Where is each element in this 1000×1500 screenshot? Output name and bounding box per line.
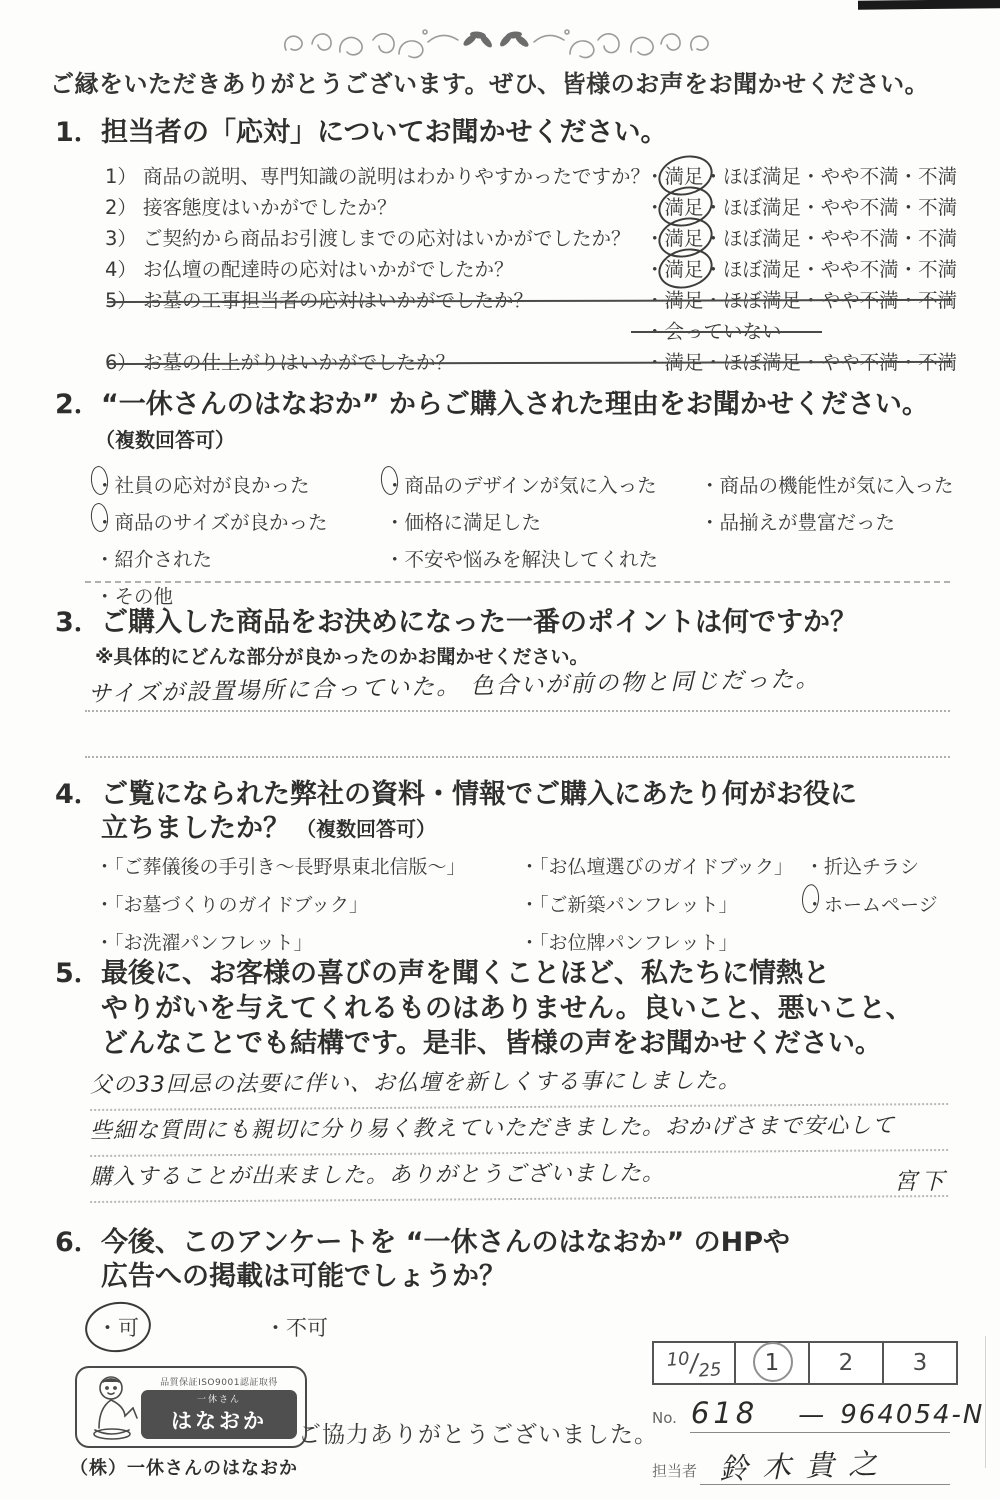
answer-options: ・満足・ほぼ満足・やや不満・不満 [645, 289, 958, 312]
circle-annotation: ・ [95, 471, 115, 501]
scan-artifact-bar [858, 0, 1000, 10]
section-title: 今後、このアンケートを “一休さんのはなおか” のHPや [101, 1227, 791, 1258]
question-row-5-struck: 5） お墓の工事担当者の応対はいかがでしたか？ ・満足・ほぼ満足・やや不満・不満 [55, 285, 960, 316]
serial-underline [690, 1432, 950, 1433]
struck-option: ・会っていない [645, 316, 782, 347]
section-6: 6． 今後、このアンケートを “一休さんのはなおか” のHPや 広告への掲載は可能でしょうか？ ・可 ・不可 [55, 1226, 960, 1352]
answer-options: ・満足・ほぼ満足・やや不満・不満 [645, 161, 957, 192]
section-title: “一休さんのはなおか” からご購入された理由をお聞かせください。 [101, 389, 929, 420]
materials-options-grid: ・「ご葬儀後の手引き～長野県東北信版～」 ・「お墓づくりのガイドブック」 ・「お洗濯パンフレット」 ・「お仏壇選びのガイドブック」 ・「ご新築パンフレット」 ・「お位牌パンフレット」 ・折込チラシ ・ホームページ [95, 856, 938, 954]
reason-options-grid: ・社員の応対が良かった ・商品のサイズが良かった ・紹介された ・その他 ・商品のデザインが気に入った ・価格に満足した ・不安や悩みを解決してくれた ・商品の機能性が気に入った ・品揃えが豊富だった [55, 463, 960, 611]
answer-options: ・満足・ほぼ満足・やや不満・不満 [645, 192, 957, 223]
answer-options: ・満足・ほぼ満足・やや不満・不満 [645, 351, 958, 374]
question-row-5-extra [55, 316, 960, 347]
signature: 宮下 [894, 1169, 948, 1195]
question-row-2: 2） 接客態度はいかがでしたか？ ・満足・ほぼ満足・やや不満・不満 [55, 192, 960, 223]
answer-line [85, 756, 950, 758]
multi-answer-note: （複数回答可） [296, 817, 436, 841]
brand-badge [141, 1390, 297, 1439]
section-title: 担当者の「応対」についてお聞かせください。 [101, 117, 668, 148]
circle-annotation: ・ [95, 508, 115, 538]
section-5: 5． 最後に、お客様の喜びの声を聞くことほど、私たちに情熱と やりがいを与えてくれるものはありません。良いこと、悪いこと、 どんなことでも結構です。是非、皆様の声をお聞かせください。 [55, 958, 913, 1059]
company-logo [75, 1366, 307, 1448]
dashed-separator [85, 581, 950, 583]
serial-right: 964054-N [840, 1400, 985, 1430]
section-number: 1． [55, 117, 101, 148]
serial-number-row [652, 1396, 984, 1430]
section-note: ※具体的にどんな部分が良かったのかお聞かせください。 [95, 646, 589, 668]
stamp-cell-2: 2 [808, 1343, 882, 1383]
circle-annotation: ・ [803, 889, 827, 922]
feedback-line: 購入することが出来ました。ありがとうございました。 [90, 1151, 948, 1203]
no-label: No. [652, 1409, 677, 1427]
thanks-text: ご協力ありがとうございました。 [298, 1422, 658, 1448]
section-1 [55, 116, 960, 378]
answer-line [85, 710, 950, 712]
serial-dash: — [798, 1400, 825, 1430]
section-title: ご購入した商品をお決めになった一番のポイントは何ですか？ [101, 607, 857, 638]
section-title: ご覧になられた弊社の資料・情報でご購入にあたり何がお役に [101, 779, 857, 810]
selected-answer-circle: 満足 [665, 192, 704, 223]
brand-small-text: 一休さん [196, 1395, 241, 1405]
question-row-3: 3） ご契約から商品お引渡しまでの応対はいかがでしたか？ ・満足・ほぼ満足・やや不満・不満 [55, 223, 960, 254]
manager-label: 担当者 [652, 1462, 698, 1480]
stamp-cell-1 [734, 1343, 808, 1383]
scan-edge-line [985, 1336, 986, 1468]
selected-answer-circle: 満足 [665, 254, 704, 285]
answer-options: ・満足・ほぼ満足・やや不満・不満 [645, 254, 957, 285]
option-no: ・不可 [265, 1316, 328, 1340]
selected-answer-circle: 満足 [665, 223, 704, 254]
handwritten-feedback [90, 1062, 948, 1200]
multi-answer-note: （複数回答可） [95, 428, 235, 452]
serial-left: 618 [690, 1396, 759, 1430]
company-name: （株）一休さんのはなおか [70, 1458, 298, 1479]
manager-signature: 鈴木貴之 [718, 1446, 892, 1486]
ornament-flourish-icon [278, 14, 714, 68]
feedback-line: 些細な質問にも親切に分り易く教えていただきました。おかげさまで安心して [90, 1105, 948, 1157]
section-3: 3． ご購入した商品をお決めになった一番のポイントは何ですか？ ※具体的にどんな部分が良かったのかお聞かせください。 [55, 606, 960, 669]
greeting-text: ご縁をいただきありがとうございます。ぜひ、皆様のお声をお聞かせください。 [50, 69, 930, 98]
date-cell: 10/25 [666, 1348, 723, 1382]
section-4: 4． ご覧になられた弊社の資料・情報でご購入にあたり何がお役に 立ちましたか？ （複数回答可） ・「ご葬儀後の手引き～長野県東北信版～」 ・「お墓づくりのガイドブック」 ・「お洗濯パンフレット」 ・「お仏壇選びのガイドブック」 ・「ご新築パンフレット」 ・「お位牌パンフレット」 ・折込チラシ ・ホームページ [55, 778, 960, 972]
office-stamp-table [652, 1341, 958, 1385]
selected-answer-circle: 満足 [665, 161, 704, 192]
circle-annotation: ・ [385, 471, 405, 501]
stamp-cell-3: 3 [882, 1343, 956, 1383]
handwritten-answer: サイズが設置場所に合っていた。 色合いが前の物と同じだった。 [87, 666, 821, 708]
section-2: 2． “一休さんのはなおか” からご購入された理由をお聞かせください。 （複数回答可） ・社員の応対が良かった ・商品のサイズが良かった ・紹介された ・その他 ・商品のデザインが気に入った ・価格に満足した ・不安や悩みを解決してくれた ・商品の機能性が気に入った ・品揃えが豊富だった [55, 388, 960, 611]
feedback-line: 父の33回忌の法要に伴い、お仏壇を新しくする事にしました。 [90, 1059, 948, 1111]
iso-certification-text: 品質保証ISO9001認証取得 [160, 1378, 278, 1388]
manager-underline [700, 1484, 950, 1485]
answer-options: ・満足・ほぼ満足・やや不満・不満 [645, 223, 957, 254]
question-row-1: 1） 商品の説明、専門知識の説明はわかりやすかったですか？ ・満足・ほぼ満足・やや不満・不満 [55, 161, 960, 192]
manager-row [652, 1444, 891, 1485]
stamp-circle-icon: 1 [764, 1350, 780, 1376]
question-row-4: 4） お仏壇の配達時の応対はいかがでしたか？ ・満足・ほぼ満足・やや不満・不満 [55, 254, 960, 285]
option-yes-circled: ・可 [93, 1308, 143, 1348]
brand-large-text: はなおか [171, 1409, 267, 1433]
monk-mascot-icon [85, 1372, 141, 1442]
question-row-6-struck: 6） お墓の仕上がりはいかがでしたか？ ・満足・ほぼ満足・やや不満・不満 [55, 347, 960, 378]
